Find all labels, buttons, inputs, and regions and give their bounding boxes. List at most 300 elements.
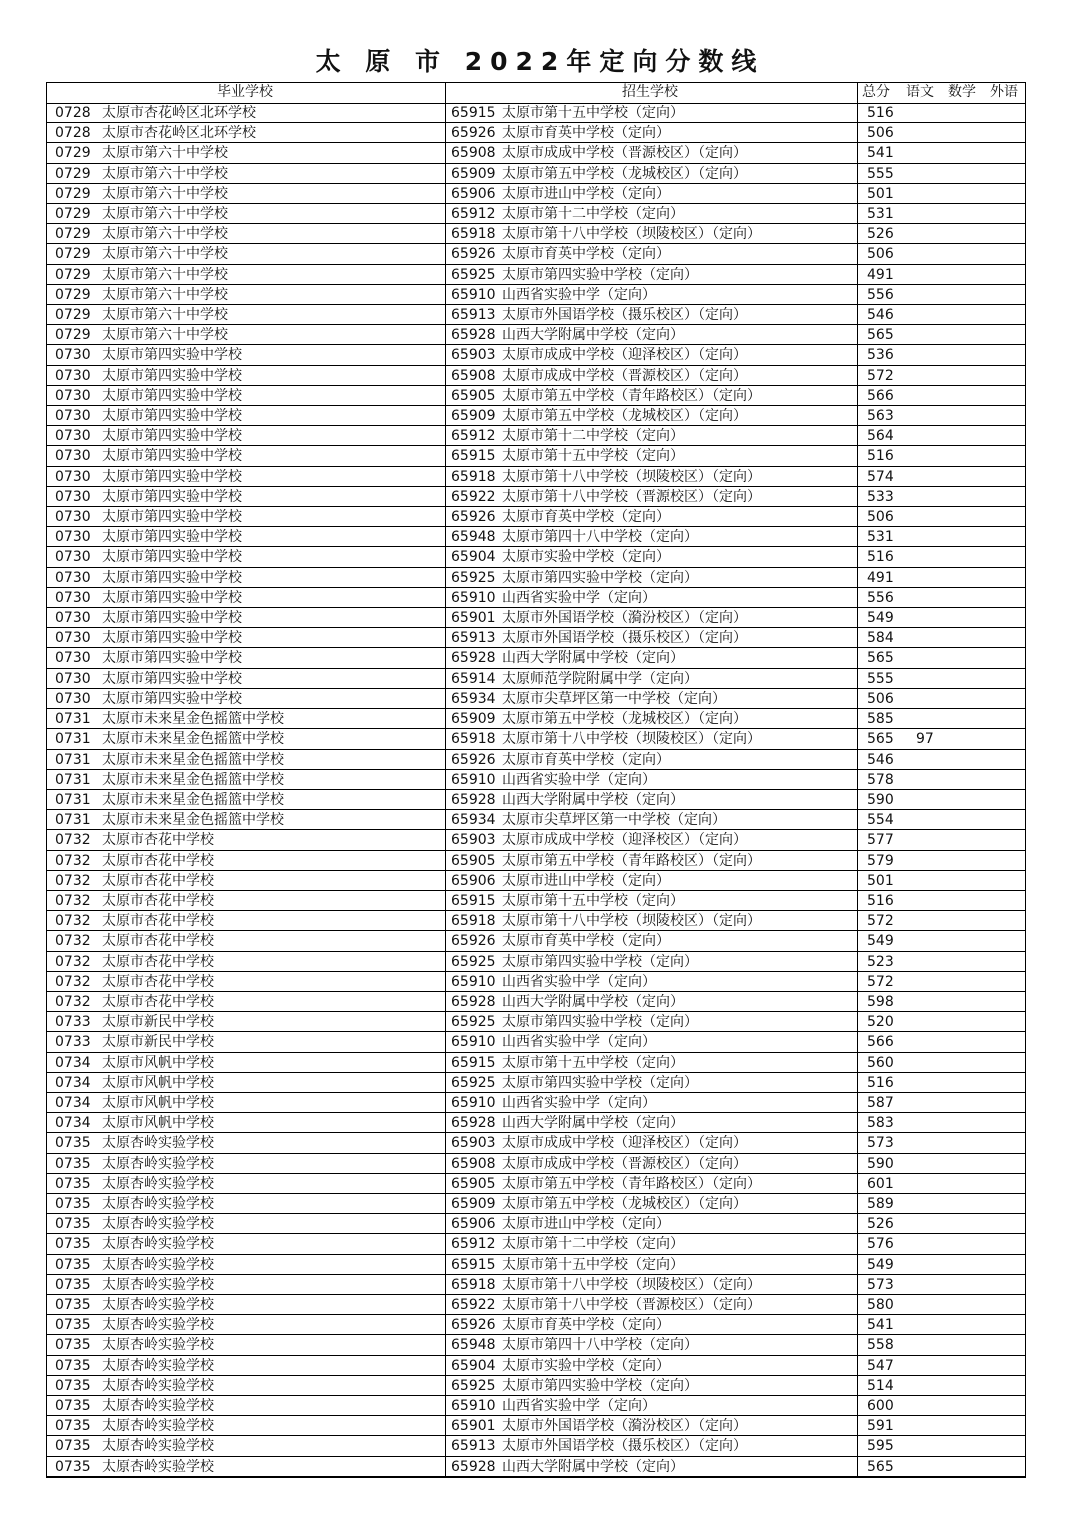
total-score: 565	[867, 650, 894, 667]
grad-school-code: 0735	[55, 1398, 91, 1414]
table-row	[47, 810, 1025, 830]
total-score: 549	[867, 933, 894, 950]
enroll-school-code: 65926	[451, 509, 496, 526]
grad-school-name: 太原杏岭实验学校	[102, 1195, 214, 1212]
enroll-school-code: 65928	[451, 1115, 496, 1132]
grad-school-name: 太原杏岭实验学校	[102, 1155, 214, 1172]
enroll-school-name: 太原市第十五中学校（定向）	[502, 892, 684, 909]
total-score: 555	[867, 165, 894, 182]
enroll-school-code: 65909	[451, 711, 496, 728]
enroll-school-code: 65925	[451, 569, 496, 586]
grad-school-code: 0732	[55, 973, 91, 990]
enroll-school-code: 65918	[451, 468, 496, 485]
grad-school-name: 太原市第四实验中学校	[102, 670, 242, 687]
enroll-school-name: 太原市育英中学校（定向）	[502, 1317, 670, 1334]
grad-school-code: 0734	[55, 1074, 91, 1091]
table-row	[47, 1335, 1025, 1355]
enroll-school-code: 65903	[451, 832, 496, 849]
grad-school-name: 太原市第四实验中学校	[102, 589, 242, 606]
table-row	[47, 1436, 1025, 1456]
grad-school-name: 太原市风帆中学校	[102, 1054, 214, 1071]
table-row	[47, 628, 1025, 648]
grad-school-code: 0735	[55, 1317, 91, 1334]
table-row	[47, 1295, 1025, 1315]
total-score: 526	[867, 226, 894, 243]
grad-school-name: 太原市未来星金色摇篮中学校	[102, 731, 284, 748]
total-score: 579	[867, 852, 894, 869]
enroll-school-name: 山西大学附属中学校（定向）	[502, 1458, 684, 1475]
total-score: 536	[867, 347, 894, 364]
header-math: 数学	[948, 84, 976, 100]
total-score: 585	[867, 711, 894, 728]
grad-school-name: 太原市第六十中学校	[102, 185, 228, 202]
grad-school-name: 太原市第四实验中学校	[102, 569, 242, 586]
enroll-school-code: 65928	[451, 791, 496, 808]
table-row	[47, 851, 1025, 871]
grad-school-name: 太原市杏花中学校	[102, 872, 214, 889]
total-score: 541	[867, 145, 894, 162]
enroll-school-code: 65925	[451, 1014, 496, 1031]
header-enroll-school: 招生学校	[622, 84, 678, 100]
enroll-school-name: 太原市第十五中学校（定向）	[502, 1256, 684, 1273]
table-row	[47, 143, 1025, 163]
grad-school-code: 0734	[55, 1054, 91, 1071]
enroll-school-name: 太原市第四十八中学校（定向）	[502, 529, 698, 546]
enroll-school-code: 65905	[451, 1175, 496, 1192]
grad-school-code: 0731	[55, 771, 91, 788]
enroll-school-name: 太原市育英中学校（定向）	[502, 125, 670, 142]
table-row	[47, 547, 1025, 567]
enroll-school-code: 65910	[451, 771, 496, 788]
enroll-school-name: 太原市成成中学校（迎泽校区）（定向）	[502, 832, 747, 849]
enroll-school-code: 65925	[451, 1377, 496, 1394]
table-row	[47, 487, 1025, 507]
grad-school-code: 0730	[55, 468, 91, 485]
grad-school-name: 太原市杏花中学校	[102, 832, 214, 849]
table-row	[47, 871, 1025, 891]
grad-school-name: 太原市第四实验中学校	[102, 408, 242, 425]
total-score: 566	[867, 387, 894, 404]
total-score: 578	[867, 771, 894, 788]
grad-school-code: 0729	[55, 266, 91, 283]
table-row	[47, 648, 1025, 668]
total-score: 565	[867, 1458, 894, 1475]
grad-school-code: 0732	[55, 832, 91, 849]
table-row	[47, 224, 1025, 244]
grad-school-code: 0731	[55, 751, 91, 768]
enroll-school-code: 65918	[451, 226, 496, 243]
enroll-school-name: 太原市第十二中学校（定向）	[502, 428, 684, 445]
table-row	[47, 608, 1025, 628]
grad-school-code: 0735	[55, 1236, 91, 1253]
grad-school-name: 太原杏岭实验学校	[102, 1216, 214, 1233]
grad-school-code: 0730	[55, 549, 91, 566]
table-row	[47, 446, 1025, 466]
enroll-school-name: 太原市外国语学校（摄乐校区）（定向）	[502, 630, 747, 647]
enroll-school-code: 65909	[451, 165, 496, 182]
enroll-school-name: 太原市第十五中学校（定向）	[502, 1054, 684, 1071]
table-row	[47, 366, 1025, 386]
enroll-school-name: 太原市第十八中学校（晋源校区）（定向）	[502, 1296, 761, 1313]
yuwen-score: 97	[916, 731, 934, 748]
total-score: 556	[867, 286, 894, 303]
grad-school-name: 太原市第四实验中学校	[102, 630, 242, 647]
enroll-school-name: 太原市成成中学校（晋源校区）（定向）	[502, 145, 747, 162]
table-row	[47, 1457, 1025, 1477]
enroll-school-code: 65905	[451, 852, 496, 869]
grad-school-name: 太原市第六十中学校	[102, 206, 228, 223]
enroll-school-name: 太原市成成中学校（迎泽校区）（定向）	[502, 1135, 747, 1152]
grad-school-code: 0731	[55, 812, 91, 829]
table-row	[47, 588, 1025, 608]
grad-school-code: 0735	[55, 1357, 91, 1374]
grad-school-name: 太原市未来星金色摇篮中学校	[102, 771, 284, 788]
grad-school-name: 太原市未来星金色摇篮中学校	[102, 812, 284, 829]
table-row	[47, 527, 1025, 547]
grad-school-code: 0731	[55, 711, 91, 728]
grad-school-code: 0729	[55, 206, 91, 223]
table-row	[47, 1194, 1025, 1214]
grad-school-code: 0735	[55, 1155, 91, 1172]
total-score: 520	[867, 1014, 894, 1031]
grad-school-code: 0730	[55, 509, 91, 526]
table-row	[47, 1012, 1025, 1032]
total-score: 506	[867, 690, 894, 707]
enroll-school-name: 太原市尖草坪区第一中学校（定向）	[502, 690, 726, 707]
table-row	[47, 1214, 1025, 1234]
grad-school-code: 0735	[55, 1418, 91, 1435]
grad-school-code: 0732	[55, 993, 91, 1010]
enroll-school-code: 65948	[451, 1337, 496, 1354]
grad-school-name: 太原杏岭实验学校	[102, 1276, 214, 1293]
grad-school-name: 太原市未来星金色摇篮中学校	[102, 711, 284, 728]
enroll-school-code: 65915	[451, 1256, 496, 1273]
grad-school-code: 0730	[55, 408, 91, 425]
table-row	[47, 305, 1025, 325]
table-row	[47, 1093, 1025, 1113]
total-score: 560	[867, 1054, 894, 1071]
enroll-school-code: 65912	[451, 206, 496, 223]
enroll-school-name: 太原市进山中学校（定向）	[502, 1216, 670, 1233]
grad-school-code: 0734	[55, 1094, 91, 1111]
total-score: 572	[867, 973, 894, 990]
table-row	[47, 1032, 1025, 1052]
enroll-school-code: 65906	[451, 1216, 496, 1233]
total-score: 580	[867, 1296, 894, 1313]
enroll-school-name: 太原市外国语学校（摄乐校区）（定向）	[502, 307, 747, 324]
total-score: 555	[867, 670, 894, 687]
table-row	[47, 891, 1025, 911]
enroll-school-name: 太原市第十五中学校（定向）	[502, 448, 684, 465]
total-score: 506	[867, 125, 894, 142]
total-score: 573	[867, 1276, 894, 1293]
enroll-school-code: 65905	[451, 387, 496, 404]
grad-school-code: 0735	[55, 1276, 91, 1293]
total-score: 564	[867, 428, 894, 445]
total-score: 558	[867, 1337, 894, 1354]
total-score: 573	[867, 1135, 894, 1152]
enroll-school-code: 65934	[451, 812, 496, 829]
grad-school-name: 太原市第四实验中学校	[102, 367, 242, 384]
grad-school-name: 太原市第四实验中学校	[102, 488, 242, 505]
enroll-school-name: 太原市成成中学校（晋源校区）（定向）	[502, 367, 747, 384]
table-row	[47, 1396, 1025, 1416]
grad-school-code: 0730	[55, 367, 91, 384]
enroll-school-name: 太原市第十八中学校（坝陵校区）（定向）	[502, 1276, 761, 1293]
enroll-school-code: 65913	[451, 630, 496, 647]
grad-school-name: 太原市杏花岭区北环学校	[102, 105, 256, 121]
total-score: 598	[867, 993, 894, 1010]
grad-school-code: 0735	[55, 1216, 91, 1233]
enroll-school-code: 65915	[451, 105, 496, 121]
grad-school-code: 0729	[55, 286, 91, 303]
table-row	[47, 830, 1025, 850]
table-row	[47, 911, 1025, 931]
enroll-school-code: 65926	[451, 1317, 496, 1334]
grad-school-name: 太原杏岭实验学校	[102, 1398, 214, 1414]
enroll-school-code: 65928	[451, 650, 496, 667]
enroll-school-name: 山西大学附属中学校（定向）	[502, 327, 684, 344]
enroll-school-code: 65922	[451, 1296, 496, 1313]
enroll-school-name: 太原市成成中学校（迎泽校区）（定向）	[502, 347, 747, 364]
total-score: 531	[867, 529, 894, 546]
enroll-school-code: 65926	[451, 246, 496, 263]
enroll-school-code: 65909	[451, 1195, 496, 1212]
grad-school-code: 0730	[55, 488, 91, 505]
total-score: 590	[867, 1155, 894, 1172]
enroll-school-code: 65928	[451, 1458, 496, 1475]
enroll-school-code: 65934	[451, 690, 496, 707]
total-score: 556	[867, 589, 894, 606]
enroll-school-code: 65926	[451, 125, 496, 142]
grad-school-code: 0733	[55, 1034, 91, 1051]
enroll-school-name: 太原市外国语学校（漪汾校区）（定向）	[502, 1418, 747, 1435]
enroll-school-name: 太原市第五中学校（龙城校区）（定向）	[502, 711, 747, 728]
grad-school-code: 0734	[55, 1115, 91, 1132]
table-row	[47, 689, 1025, 709]
total-score: 526	[867, 1216, 894, 1233]
grad-school-name: 太原杏岭实验学校	[102, 1357, 214, 1374]
enroll-school-name: 太原市外国语学校（摄乐校区）（定向）	[502, 1438, 747, 1455]
enroll-school-code: 65912	[451, 428, 496, 445]
enroll-school-code: 65915	[451, 892, 496, 909]
enroll-school-code: 65909	[451, 408, 496, 425]
header-yuwen: 语文	[906, 84, 934, 100]
grad-school-code: 0730	[55, 610, 91, 627]
grad-school-name: 太原市第六十中学校	[102, 286, 228, 303]
enroll-school-code: 65925	[451, 266, 496, 283]
total-score: 576	[867, 1236, 894, 1253]
table-row	[47, 1073, 1025, 1093]
enroll-school-code: 65910	[451, 286, 496, 303]
grad-school-code: 0732	[55, 892, 91, 909]
enroll-school-name: 太原市成成中学校（晋源校区）（定向）	[502, 1155, 747, 1172]
grad-school-code: 0735	[55, 1458, 91, 1475]
table-row	[47, 750, 1025, 770]
enroll-school-code: 65912	[451, 1236, 496, 1253]
grad-school-code: 0735	[55, 1296, 91, 1313]
enroll-school-code: 65910	[451, 1094, 496, 1111]
grad-school-code: 0735	[55, 1377, 91, 1394]
grad-school-code: 0730	[55, 529, 91, 546]
total-score: 516	[867, 448, 894, 465]
total-score: 541	[867, 1317, 894, 1334]
grad-school-code: 0735	[55, 1175, 91, 1192]
table-row	[47, 507, 1025, 527]
enroll-school-name: 太原市育英中学校（定向）	[502, 246, 670, 263]
total-score: 546	[867, 751, 894, 768]
enroll-school-name: 山西大学附属中学校（定向）	[502, 650, 684, 667]
table-row	[47, 1376, 1025, 1396]
enroll-school-name: 太原市第五中学校（龙城校区）（定向）	[502, 165, 747, 182]
enroll-school-name: 太原市第四实验中学校（定向）	[502, 266, 698, 283]
enroll-school-code: 65918	[451, 731, 496, 748]
total-score: 600	[867, 1398, 894, 1414]
total-score: 587	[867, 1094, 894, 1111]
enroll-school-name: 太原市进山中学校（定向）	[502, 872, 670, 889]
enroll-school-code: 65948	[451, 529, 496, 546]
enroll-school-name: 太原市实验中学校（定向）	[502, 1357, 670, 1374]
grad-school-name: 太原市第四实验中学校	[102, 650, 242, 667]
grad-school-name: 太原市风帆中学校	[102, 1115, 214, 1132]
grad-school-code: 0729	[55, 226, 91, 243]
table-row	[47, 1255, 1025, 1275]
total-score: 574	[867, 468, 894, 485]
enroll-school-name: 太原市第四实验中学校（定向）	[502, 953, 698, 970]
total-score: 572	[867, 367, 894, 384]
enroll-school-name: 太原市第四实验中学校（定向）	[502, 569, 698, 586]
table-row	[47, 709, 1025, 729]
grad-school-code: 0735	[55, 1337, 91, 1354]
score-table	[46, 82, 1026, 1478]
grad-school-code: 0729	[55, 165, 91, 182]
table-row	[47, 992, 1025, 1012]
grad-school-code: 0730	[55, 387, 91, 404]
table-row	[47, 1315, 1025, 1335]
grad-school-code: 0729	[55, 145, 91, 162]
enroll-school-name: 太原市尖草坪区第一中学校（定向）	[502, 812, 726, 829]
table-row	[47, 386, 1025, 406]
grad-school-code: 0730	[55, 589, 91, 606]
table-row	[47, 164, 1025, 184]
grad-school-name: 太原市杏花中学校	[102, 933, 214, 950]
enroll-school-code: 65908	[451, 145, 496, 162]
enroll-school-code: 65910	[451, 589, 496, 606]
total-score: 516	[867, 105, 894, 121]
grad-school-name: 太原杏岭实验学校	[102, 1175, 214, 1192]
table-row	[47, 467, 1025, 487]
total-score: 531	[867, 206, 894, 223]
grad-school-name: 太原市杏花中学校	[102, 892, 214, 909]
enroll-school-name: 太原市第十八中学校（坝陵校区）（定向）	[502, 226, 761, 243]
grad-school-code: 0732	[55, 913, 91, 930]
grad-school-code: 0730	[55, 650, 91, 667]
grad-school-name: 太原市第四实验中学校	[102, 529, 242, 546]
table-row	[47, 204, 1025, 224]
enroll-school-code: 65901	[451, 1418, 496, 1435]
enroll-school-code: 65913	[451, 307, 496, 324]
enroll-school-code: 65910	[451, 1034, 496, 1051]
total-score: 523	[867, 953, 894, 970]
grad-school-code: 0729	[55, 327, 91, 344]
grad-school-name: 太原市第六十中学校	[102, 145, 228, 162]
grad-school-name: 太原杏岭实验学校	[102, 1337, 214, 1354]
total-score: 577	[867, 832, 894, 849]
table-row	[47, 952, 1025, 972]
enroll-school-code: 65906	[451, 872, 496, 889]
table-row	[47, 123, 1025, 143]
grad-school-name: 太原市风帆中学校	[102, 1074, 214, 1091]
enroll-school-name: 太原市第十八中学校（坝陵校区）（定向）	[502, 468, 761, 485]
grad-school-code: 0733	[55, 1014, 91, 1031]
grad-school-name: 太原杏岭实验学校	[102, 1377, 214, 1394]
grad-school-name: 太原市未来星金色摇篮中学校	[102, 791, 284, 808]
grad-school-code: 0735	[55, 1195, 91, 1212]
grad-school-name: 太原市第四实验中学校	[102, 347, 242, 364]
total-score: 589	[867, 1195, 894, 1212]
enroll-school-name: 太原市第十八中学校（坝陵校区）（定向）	[502, 731, 761, 748]
table-row	[47, 426, 1025, 446]
total-score: 563	[867, 408, 894, 425]
total-score: 546	[867, 307, 894, 324]
table-row	[47, 931, 1025, 951]
grad-school-name: 太原市杏花中学校	[102, 953, 214, 970]
enroll-school-name: 太原师范学院附属中学（定向）	[502, 670, 698, 687]
grad-school-code: 0730	[55, 347, 91, 364]
grad-school-code: 0730	[55, 448, 91, 465]
enroll-school-name: 太原市第五中学校（青年路校区）（定向）	[502, 852, 761, 869]
total-score: 566	[867, 1034, 894, 1051]
grad-school-name: 太原杏岭实验学校	[102, 1256, 214, 1273]
grad-school-name: 太原市第六十中学校	[102, 246, 228, 263]
enroll-school-name: 太原市第四十八中学校（定向）	[502, 1337, 698, 1354]
grad-school-name: 太原市第四实验中学校	[102, 387, 242, 404]
total-score: 591	[867, 1418, 894, 1435]
total-score: 533	[867, 488, 894, 505]
grad-school-code: 0735	[55, 1256, 91, 1273]
grad-school-name: 太原市第四实验中学校	[102, 549, 242, 566]
total-score: 491	[867, 266, 894, 283]
grad-school-name: 太原市第六十中学校	[102, 226, 228, 243]
grad-school-name: 太原市风帆中学校	[102, 1094, 214, 1111]
table-row	[47, 406, 1025, 426]
grad-school-name: 太原市第四实验中学校	[102, 509, 242, 526]
grad-school-code: 0731	[55, 731, 91, 748]
grad-school-code: 0735	[55, 1438, 91, 1455]
table-row	[47, 345, 1025, 365]
enroll-school-code: 65908	[451, 1155, 496, 1172]
enroll-school-name: 太原市育英中学校（定向）	[502, 509, 670, 526]
header-grad-school: 毕业学校	[217, 84, 273, 100]
total-score: 501	[867, 872, 894, 889]
grad-school-code: 0732	[55, 953, 91, 970]
grad-school-code: 0731	[55, 791, 91, 808]
table-row	[47, 1113, 1025, 1133]
grad-school-name: 太原市新民中学校	[102, 1034, 214, 1051]
enroll-school-code: 65925	[451, 953, 496, 970]
grad-school-name: 太原杏岭实验学校	[102, 1236, 214, 1253]
enroll-school-code: 65913	[451, 1438, 496, 1455]
enroll-school-name: 太原市第四实验中学校（定向）	[502, 1377, 698, 1394]
total-score: 516	[867, 1074, 894, 1091]
table-body	[47, 103, 1025, 1477]
total-score: 565	[867, 327, 894, 344]
grad-school-name: 太原杏岭实验学校	[102, 1317, 214, 1334]
grad-school-code: 0728	[55, 125, 91, 142]
total-score: 501	[867, 185, 894, 202]
enroll-school-name: 山西大学附属中学校（定向）	[502, 993, 684, 1010]
grad-school-name: 太原市杏花中学校	[102, 993, 214, 1010]
